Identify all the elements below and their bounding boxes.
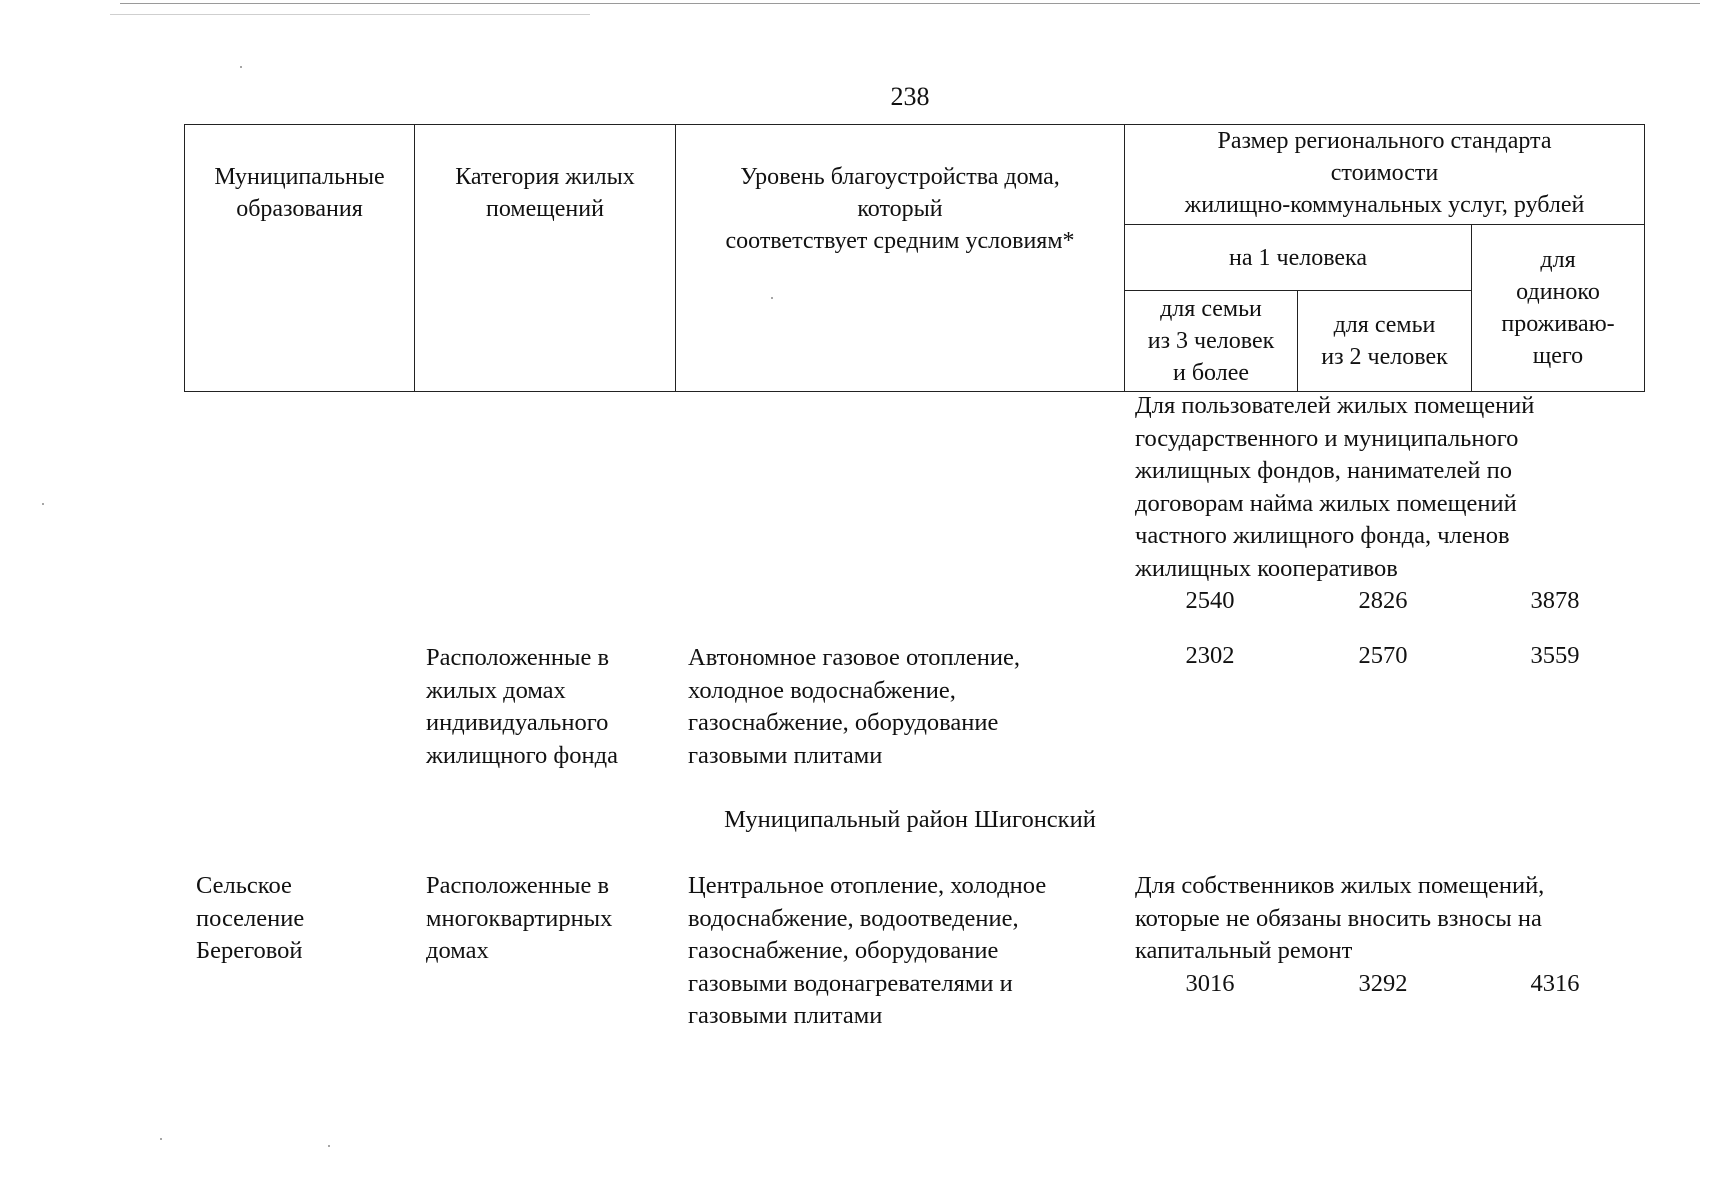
block3-value-family3: 3016 (1185, 970, 1235, 997)
scan-speck (328, 1145, 330, 1147)
header-family-3: для семьи из 3 человек и более (1125, 291, 1298, 392)
scan-edge-top (120, 3, 1700, 4)
scan-edge-top-secondary (110, 14, 590, 15)
block3-value-family2: 3292 (1358, 970, 1408, 997)
block1-note: Для пользователей жилых помещений государственного и муниципального жилищных фондов, нанимателей по договорам найма жилых помещений частного жилищного фонда, членов жилищных кооперативов (1135, 392, 1535, 582)
block2-value-family2: 2570 (1358, 642, 1408, 669)
scan-speck (42, 503, 44, 505)
header-single: для одиноко проживаю- щего (1472, 225, 1645, 392)
block3-note: Для собственников жилых помещений, которые не обязаны вносить взносы на капитальный ремонт (1135, 872, 1545, 964)
scan-speck (240, 66, 242, 68)
header-municipal: Муниципальные образования (185, 125, 415, 392)
header-per-person: на 1 человека (1125, 225, 1472, 291)
block2-value-single: 3559 (1530, 642, 1580, 669)
block2-category: Расположенные в жилых домах индивидуального жилищного фонда (426, 644, 618, 769)
block3-value-single: 4316 (1530, 970, 1580, 997)
header-level: Уровень благоустройства дома, который соответствует средним условиям* (676, 125, 1125, 392)
block1-value-family3: 2540 (1185, 587, 1235, 614)
header-family-2: для семьи из 2 человек (1298, 291, 1472, 392)
scan-speck (771, 297, 773, 299)
section-title: Муниципальный район Шигонский (724, 806, 1096, 833)
header-standard: Размер регионального стандарта стоимости жилищно-коммунальных услуг, рублей (1125, 125, 1645, 225)
block2-level: Автономное газовое отопление, холодное водоснабжение, газоснабжение, оборудование газовыми плитами (688, 644, 1020, 769)
block2-value-family3: 2302 (1185, 642, 1235, 669)
scan-speck (160, 1138, 162, 1140)
block1-value-family2: 2826 (1358, 587, 1408, 614)
block3-level: Центральное отопление, холодное водоснабжение, водоотведение, газоснабжение, оборудование газовыми водонагревателями и газовыми плитами (688, 872, 1047, 1029)
block1-value-single: 3878 (1530, 587, 1580, 614)
page-number: 238 (890, 82, 930, 111)
header-category: Категория жилых помещений (415, 125, 676, 392)
block3-municipality: Сельское поселение Береговой (196, 872, 305, 964)
header-table (184, 124, 1645, 392)
block3-category: Расположенные в многоквартирных домах (426, 872, 613, 964)
